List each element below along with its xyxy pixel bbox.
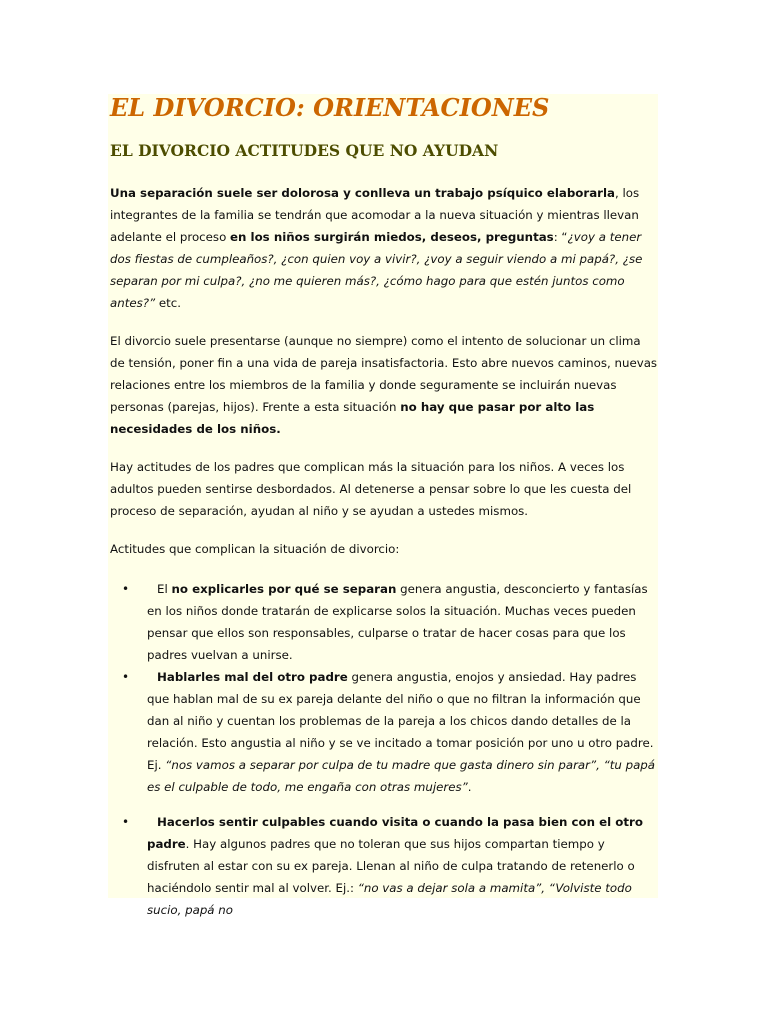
- body-text: genera angustia, enojos y ansiedad. Hay padres que hablan mal de su ex pareja delante del niño o que no filtran la información que dan al niño y cuentan los problemas de la pareja a los chicos dando detalles de la relación. Esto angustia al niño y se ve incitado a tomar posición por uno u otro padre. Ej.: [147, 670, 654, 772]
- body-text: etc.: [155, 296, 181, 310]
- body-text: genera angustia, desconcierto y fantasías en los niños donde tratarán de explicarse solos la situación. Muchas veces pueden pensar que ellos son responsables, culparse o tratar de hacer cosas para que los padres vuelvan a unirse.: [147, 582, 648, 662]
- list-item: [110, 811, 658, 921]
- paragraph-4: Actitudes que complican la situación de divorcio:: [110, 542, 400, 556]
- paragraph-2: [110, 330, 658, 440]
- body-text: .: [467, 780, 472, 794]
- list-item: [110, 666, 658, 798]
- italic-quote: “nos vamos a separar por culpa de tu madre que gasta dinero sin parar”, “tu papá es el culpable de todo, me engaña con otras mujeres”: [147, 758, 656, 794]
- list-item: [110, 578, 658, 666]
- document-body: [110, 92, 658, 921]
- bold-text: Hablarles mal del otro padre: [157, 670, 348, 684]
- attitudes-list: [110, 578, 658, 921]
- document-subtitle: EL DIVORCIO ACTITUDES QUE NO AYUDAN: [110, 141, 499, 160]
- bold-text: Una separación suele ser dolorosa y conlleva un trabajo psíquico elaborarla: [110, 186, 616, 200]
- bold-text: Hacerlos sentir culpables cuando visita o cuando la pasa bien con el otro padre: [147, 815, 643, 851]
- paragraph-1: [110, 182, 658, 314]
- document-title: EL DIVORCIO: ORIENTACIONES: [110, 93, 550, 122]
- bold-text: no explicarles por qué se separan: [171, 582, 397, 596]
- body-text: , los integrantes de la familia se tendrán que acomodar a la nueva situación y mientras llevan adelante el proceso: [110, 186, 640, 244]
- body-text: . Hay algunos padres que no toleran que sus hijos compartan tiempo y disfruten al estar con su ex pareja. Llenan al niño de culpa tratando de retenerlo o haciéndolo sentir mal al volver. Ej.:: [147, 837, 635, 895]
- bullet-icon: •: [122, 670, 130, 684]
- body-text: : “: [553, 230, 568, 244]
- bullet-icon: •: [122, 815, 130, 829]
- italic-quote: ¿voy a tener dos fiestas de cumpleaños?, ¿con quien voy a vivir?, ¿voy a seguir viendo a mi papá?, ¿se separan por mi culpa?, ¿no me quieren más?, ¿cómo hago para que estén juntos como antes?”: [110, 230, 643, 310]
- paragraph-3: Hay actitudes de los padres que complican más la situación para los niños. A veces los adultos pueden sentirse desbordados. Al detenerse a pensar sobre lo que les cuesta del proceso de separación, ayudan al niño y se ayudan a ustedes mismos.: [110, 460, 632, 518]
- bold-text: no hay que pasar por alto las necesidades de los niños.: [110, 400, 595, 436]
- bold-text: en los niños surgirán miedos, deseos, preguntas: [230, 230, 554, 244]
- body-text: El: [157, 582, 172, 596]
- body-text: El divorcio suele presentarse (aunque no siempre) como el intento de solucionar un clima de tensión, poner fin a una vida de pareja insatisfactoria. Esto abre nuevos caminos, nuevas relaciones entre los miembros de la familia y donde seguramente se incluirán nuevas personas (parejas, hijos). Frente a esta situación: [110, 334, 658, 414]
- italic-quote: “no vas a dejar sola a mamita”, “Volviste todo sucio, papá no: [147, 881, 632, 917]
- bullet-icon: •: [122, 582, 130, 596]
